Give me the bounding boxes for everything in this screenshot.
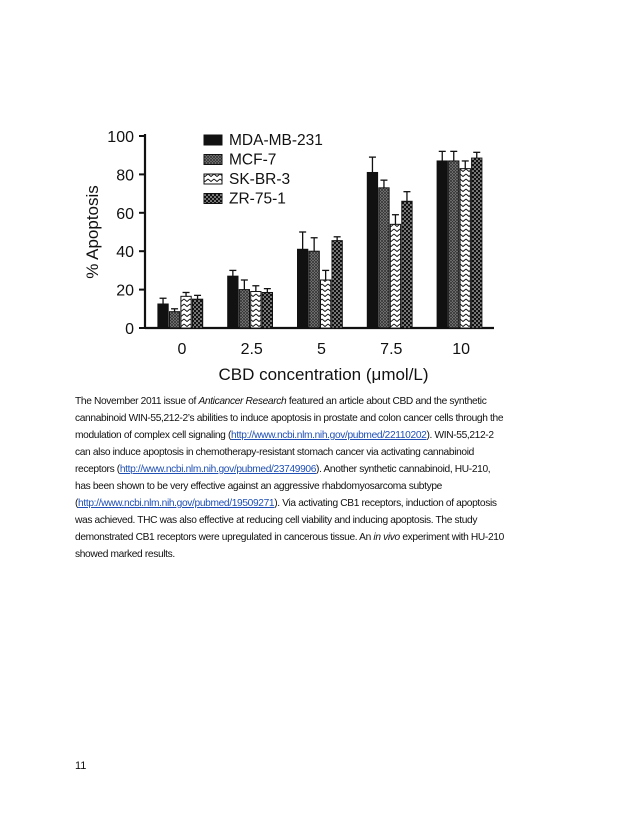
y-axis-label: % Apoptosis xyxy=(83,185,102,279)
text-run: featured an article about CBD and the synthetic xyxy=(286,396,487,407)
italic-text: Anticancer Research xyxy=(198,396,287,407)
text-run: cannabinoid WIN-55,212-2’s abilities to induce apoptosis in prostate and colon cancer cells through the xyxy=(75,413,504,424)
x-tick-label: 0 xyxy=(177,341,187,358)
text-line xyxy=(75,393,575,410)
bar xyxy=(181,296,191,328)
x-tick-label: 7.5 xyxy=(380,341,403,358)
y-tick-label: 60 xyxy=(116,205,134,223)
legend-swatch xyxy=(204,194,222,204)
bar xyxy=(332,241,342,328)
bar xyxy=(402,201,412,328)
bar xyxy=(251,292,261,328)
text-run: ). WIN-55,212-2 xyxy=(426,430,494,441)
bar xyxy=(228,276,238,328)
text-run: demonstrated CB1 receptors were upregulated in cancerous tissue. An xyxy=(75,532,374,543)
x-tick-label: 10 xyxy=(452,341,470,358)
bar xyxy=(298,249,308,328)
text-run: ( xyxy=(75,498,79,509)
bar xyxy=(169,312,179,328)
apoptosis-bar-chart xyxy=(76,118,506,390)
axes xyxy=(83,129,494,384)
y-tick-label: 0 xyxy=(125,321,134,338)
text-line xyxy=(75,478,575,495)
bar xyxy=(449,161,459,328)
legend-swatch xyxy=(204,135,222,145)
chart-canvas xyxy=(76,118,506,390)
legend-label: MDA-MB-231 xyxy=(229,132,323,149)
x-tick-label: 5 xyxy=(317,341,326,358)
body-paragraph xyxy=(75,393,575,563)
y-tick-label: 80 xyxy=(116,167,134,185)
text-line xyxy=(75,410,575,427)
italic-text: in vivo xyxy=(373,532,400,543)
reference-link[interactable]: http://www.ncbi.nlm.nih.gov/pubmed/23749906 xyxy=(119,464,317,475)
bar xyxy=(321,280,331,328)
text-run: The November 2011 issue of xyxy=(75,396,199,407)
text-line xyxy=(75,546,575,563)
legend-swatch xyxy=(204,155,222,165)
bar xyxy=(239,290,249,328)
legend-label: MCF-7 xyxy=(229,151,277,169)
reference-link[interactable]: http://www.ncbi.nlm.nih.gov/pubmed/19509271 xyxy=(78,498,275,509)
bar xyxy=(460,169,470,328)
legend-swatch xyxy=(204,174,222,184)
bar xyxy=(379,188,389,328)
text-line xyxy=(75,427,575,444)
text-run: showed marked results. xyxy=(75,549,175,560)
bar xyxy=(262,292,272,328)
legend-label: SK-BR-3 xyxy=(229,171,291,188)
text-run: was achieved. THC was also effective at reducing cell viability and inducing apoptosis. The study xyxy=(75,515,478,526)
bar xyxy=(158,304,168,328)
text-line xyxy=(75,512,575,529)
reference-link[interactable]: http://www.ncbi.nlm.nih.gov/pubmed/22110202 xyxy=(231,430,427,441)
page-number: 11 xyxy=(75,760,87,772)
bar xyxy=(437,161,447,328)
text-run: experiment with HU-210 xyxy=(399,532,504,543)
text-run: has been shown to be very effective against an aggressive rhabdomyosarcoma subtype xyxy=(75,481,442,492)
text-line xyxy=(75,461,575,478)
bar xyxy=(367,172,377,328)
text-line xyxy=(75,529,575,546)
x-axis-label: CBD concentration (μmol/L) xyxy=(218,365,429,384)
text-run: receptors ( xyxy=(75,464,120,475)
legend xyxy=(204,132,323,208)
bar xyxy=(472,158,482,328)
text-run: ). Via activating CB1 receptors, induction of apoptosis xyxy=(274,498,497,509)
legend-label: ZR-75-1 xyxy=(229,190,286,208)
bar xyxy=(390,224,400,328)
text-run: ). Another synthetic cannabinoid, HU-210, xyxy=(316,464,491,475)
text-line xyxy=(75,444,575,461)
y-tick-label: 20 xyxy=(116,282,134,300)
text-line xyxy=(75,495,575,512)
y-tick-label: 40 xyxy=(116,244,134,262)
bar xyxy=(192,299,202,328)
text-run: can also induce apoptosis in chemotherapy-resistant stomach cancer via activating cannabinoid xyxy=(75,447,474,458)
x-tick-label: 2.5 xyxy=(240,341,263,358)
text-run: modulation of complex cell signaling ( xyxy=(75,430,232,441)
y-tick-label: 100 xyxy=(107,129,134,146)
bar xyxy=(309,251,319,328)
